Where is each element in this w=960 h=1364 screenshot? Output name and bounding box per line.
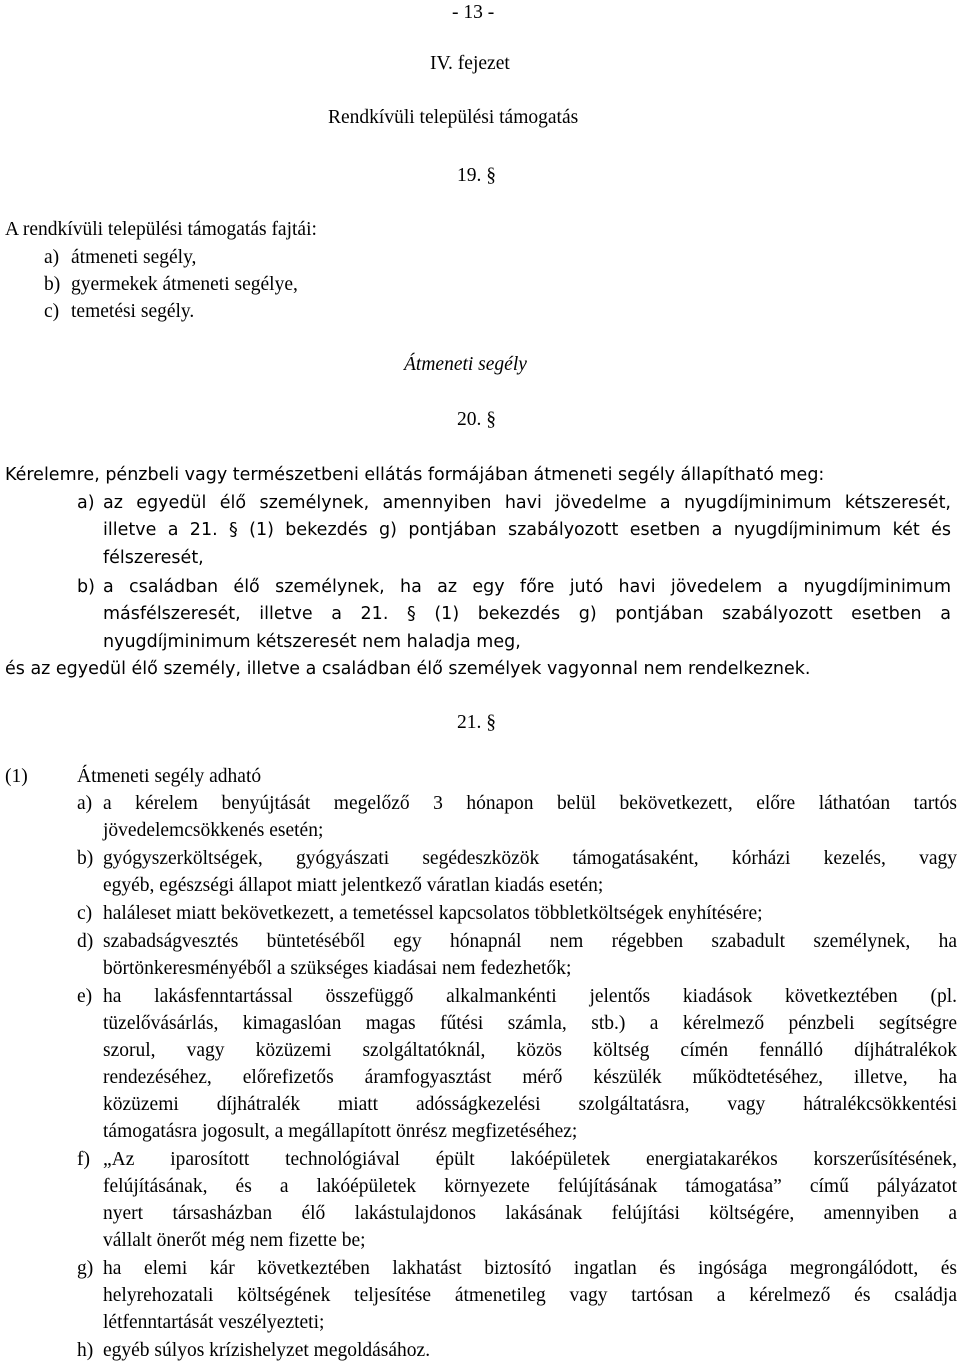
list-item-text-line: közüzemi díjhátralék miatt adósságkezelési szolgáltatásra, vagy hátralékcsökkentési: [103, 1094, 957, 1115]
list-item-text-line: haláleset miatt bekövetkezett, a temetéssel kapcsolatos többletköltségek enyhítésére;: [103, 903, 763, 924]
list-item-text-line: nyert társasházban élő lakástulajdonos lakásának felújítási költségére, amennyiben a: [103, 1203, 957, 1224]
list-item-text-line: egyéb, egészségi állapot miatt jelentkező váratlan kiadás esetén;: [103, 875, 604, 896]
list-item-label: a): [44, 247, 60, 268]
list-item-label: a): [77, 793, 93, 814]
section-21-heading: 21. §: [457, 712, 496, 733]
section-20-intro: Kérelemre, pénzbeli vagy természetbeni ellátás formájában átmeneti segély állapítható meg:: [5, 465, 825, 485]
list-item-text-line: egyéb súlyos krízishelyzet megoldásához.: [103, 1340, 431, 1361]
list-item-text-line: a kérelem benyújtását megelőző 3 hónapon belül bekövetkezett, előre láthatóan tartós: [103, 793, 957, 814]
list-item-text-line: létfenntartását veszélyezteti;: [103, 1312, 325, 1333]
list-item-text-line: ha elemi kár következtében lakhatást biztosító ingatlan és ingósága megrongálódott, és: [103, 1258, 957, 1279]
section-19-heading: 19. §: [457, 165, 496, 186]
list-item-text-line: „Az iparosított technológiával épült lakóépületek energiatakarékos korszerűsítésének,: [103, 1149, 957, 1170]
list-item-text: gyermekek átmeneti segélye,: [71, 274, 298, 295]
list-item-text: temetési segély.: [71, 301, 195, 322]
list-item-text-line: másfélszeresét, illetve a 21. § (1) bekezdés g) pontjában szabályozott esetben a: [103, 604, 951, 624]
list-item-text-line: tüzelővásárlás, kimagaslóan magas fűtési számla, stb.) a kérelmező pénzbeli segítségre: [103, 1013, 957, 1034]
paragraph-intro: Átmeneti segély adható: [77, 766, 262, 787]
chapter-heading: IV. fejezet: [430, 53, 510, 74]
list-item-label: f): [77, 1149, 90, 1170]
list-item-text-line: rendezéséhez, előrefizetős áramfogyasztást mérő készülék működtetéséhez, illetve, ha: [103, 1067, 957, 1088]
section-20-closing: és az egyedül élő személy, illetve a családban élő személyek vagyonnal nem rendelkeznek.: [5, 659, 811, 679]
list-item-text-line: szorul, vagy közüzemi szolgáltatóknál, közös költség címén fennálló díjhátralékok: [103, 1040, 957, 1061]
list-item-text-line: vállalt önerőt még nem fizette be;: [103, 1230, 366, 1251]
subsection-title: Átmeneti segély: [404, 354, 527, 375]
list-item-label: b): [77, 848, 94, 869]
list-item-text-line: szabadságvesztés büntetéséből egy hónapnál nem régebben szabadult személynek, ha: [103, 931, 957, 952]
list-item-text-line: helyrehozatali költségének teljesítése átmenetileg vagy tartósan a kérelmező és családja: [103, 1285, 957, 1306]
list-item-text-line: félszeresét,: [103, 548, 204, 568]
list-item-label: c): [44, 301, 60, 322]
list-item-text-line: felújításának, és a lakóépületek környezete felújításának támogatása” című pályázatot: [103, 1176, 957, 1197]
section-20-heading: 20. §: [457, 409, 496, 430]
list-item-label: h): [77, 1340, 94, 1361]
paragraph-number: (1): [5, 766, 28, 787]
list-item-text-line: illetve a 21. § (1) bekezdés g) pontjában szabályozott esetben a nyugdíjminimum két és: [103, 520, 951, 540]
list-item-label: g): [77, 1258, 94, 1279]
list-item-label: b): [77, 577, 95, 597]
list-item-text-line: jövedelemcsökkenés esetén;: [103, 820, 324, 841]
chapter-title: Rendkívüli települési támogatás: [328, 107, 579, 128]
list-item-label: c): [77, 903, 93, 924]
list-item-text-line: börtönkeresményéből a szükséges kiadásai nem fedezhetők;: [103, 958, 572, 979]
page-number: - 13 -: [452, 2, 495, 23]
section-19-intro: A rendkívüli települési támogatás fajtái:: [5, 219, 317, 240]
list-item-text-line: a családban élő személynek, ha az egy főre jutó havi jövedelem a nyugdíjminimum: [103, 577, 951, 597]
list-item-label: e): [77, 986, 93, 1007]
list-item-text-line: nyugdíjminimum kétszeresét nem haladja meg,: [103, 632, 521, 652]
list-item-text: átmeneti segély,: [71, 247, 197, 268]
list-item-text-line: az egyedül élő személynek, amennyiben havi jövedelme a nyugdíjminimum kétszeresét,: [103, 493, 951, 513]
list-item-label: b): [44, 274, 61, 295]
list-item-text-line: támogatásra jogosult, a megállapított önrész megfizetéséhez;: [103, 1121, 578, 1142]
list-item-text-line: gyógyszerköltségek, gyógyászati segédeszközök támogatásaként, kórházi kezelés, vagy: [103, 848, 957, 869]
list-item-text-line: ha lakásfenntartással összefüggő alkalmankénti jelentős kiadások következtében (pl.: [103, 986, 957, 1007]
list-item-label: a): [77, 493, 95, 513]
list-item-label: d): [77, 931, 94, 952]
